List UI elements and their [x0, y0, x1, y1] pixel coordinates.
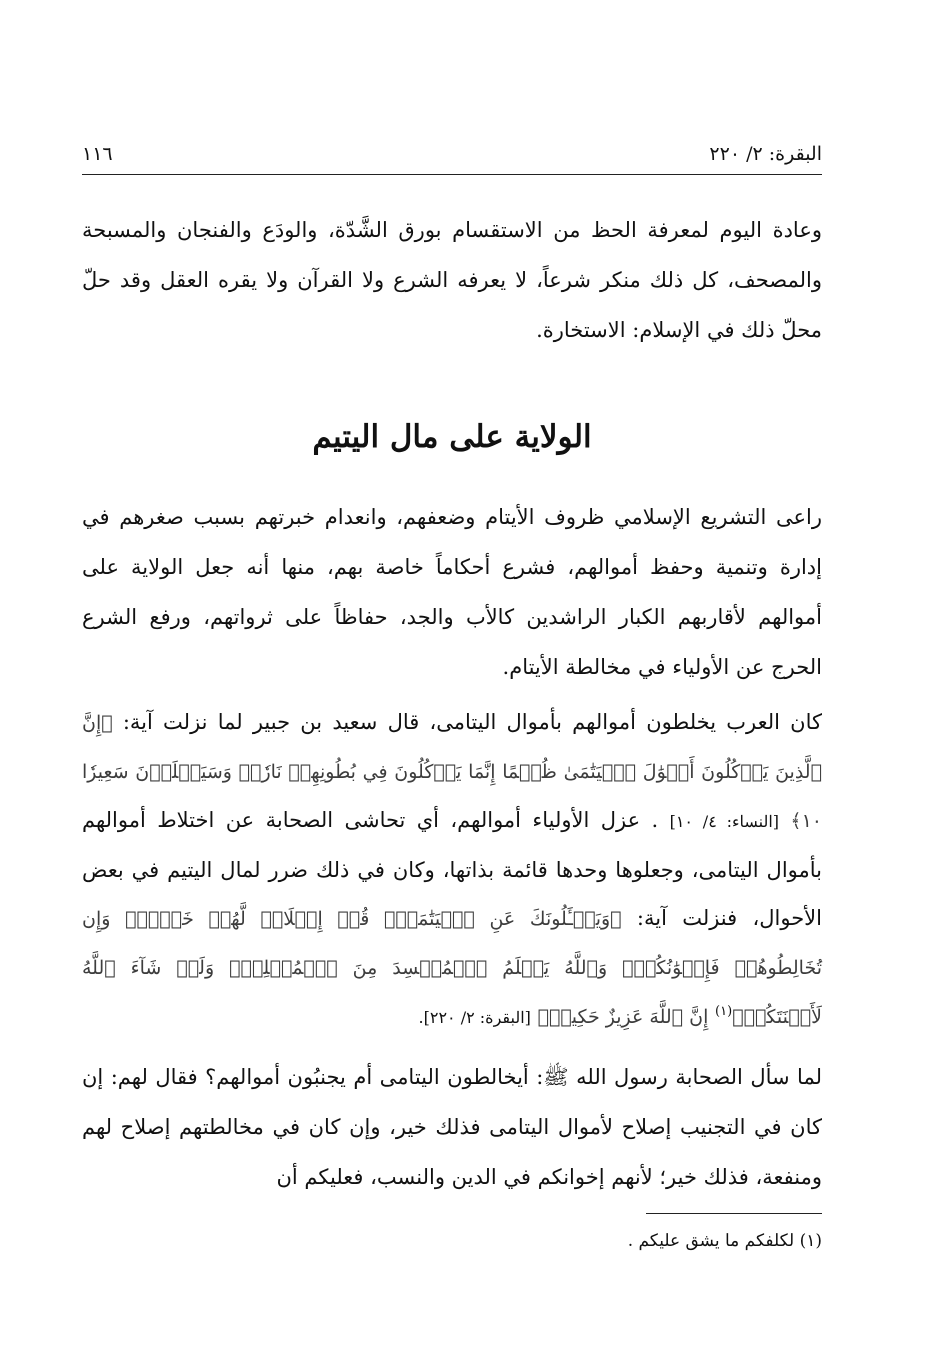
- header-divider: [82, 174, 822, 175]
- quran-verse-nisa: ﴿إِنَّ ٱلَّذِينَ يَأۡكُلُونَ أَمۡوَٰلَ ٱلۡيَتَٰمَىٰ ظُلۡمًا إِنَّمَا يَأۡكُلُونَ فِي بُطُونِهِمۡ نَارٗاۖ وَسَيَصۡلَوۡنَ سَعِيرٗا ١٠﴾: [82, 712, 822, 832]
- surah-reference: البقرة: ٢/ ٢٢٠: [709, 143, 822, 165]
- paragraph-lead: كان العرب يخلطون أموالهم بأموال اليتامى، قال سعيد بن جبير لما نزلت آية:: [122, 710, 822, 734]
- intro-paragraph: وعادة اليوم لمعرفة الحظ من الاستقسام بورق الشَّدّة، والودَع والفنجان والمسبحة والمصحف، كل ذلك منكر شرعاً، لا يعرفه الشرع ولا القرآن ولا يقره العقل وقد حلّ محلّ ذلك في الإسلام: الاستخارة.: [82, 218, 822, 342]
- quran-verse-baqarah-end: إِنَّ ٱللَّهَ عَزِيزٌ حَكِيمٞ﴾: [537, 1006, 709, 1028]
- footnote: (١) لكلفكم ما يشق عليكم .: [627, 1231, 822, 1251]
- quran-verse-baqarah: ﴿وَيَسۡـَٔلُونَكَ عَنِ ٱلۡيَتَٰمَىٰۖ قُلۡ إِصۡلَاحٞ لَّهُمۡ خَيۡرٞۖ وَإِن تُخَالِطُوهُمۡ فَإِخۡوَٰنُكُمۡۚ وَٱللَّهُ يَعۡلَمُ ٱلۡمُفۡسِدَ مِنَ ٱلۡمُصۡلِحِۚ وَلَوۡ شَآءَ ٱللَّهُ لَأَعۡنَتَكُمۡۚ: [82, 908, 822, 1028]
- verse-reference-baqarah: [البقرة: ٢/ ٢٢٠].: [418, 1008, 531, 1027]
- paragraph-hadith: لما سأل الصحابة رسول الله ﷺ: أيخالطون اليتامى أم يجنبُون أموالهم؟ فقال لهم: إن كان في التجنيب إصلاح لأموال اليتامى فذلك خير، وإن كان في مخالطتهم إصلاح لهم ومنفعة، فذلك خير؛ لأنهم إخوانكم في الدين والنسب، فعليكم أن: [82, 1065, 822, 1189]
- paragraph-mixing: [82, 698, 822, 1042]
- paragraph-guardianship: راعى التشريع الإسلامي ظروف الأيتام وضعفهم، وانعدام خبرتهم بسبب صغرهم في إدارة وتنمية وحفظ أموالهم، فشرع أحكاماً خاصة بهم، منها أنه جعل الولاية على أموالهم لأقاربهم الكبار الراشدين كالأب والجد، حفاظاً على ثرواتهم، ورفع الشرع الحرج عن الأولياء في مخالطة الأيتام.: [82, 505, 822, 679]
- book-page: [82, 0, 822, 1371]
- footnote-divider: [646, 1213, 822, 1214]
- paragraph-middle: . عزل الأولياء أموالهم، أي تحاشى الصحابة عن اختلاط أموالهم بأموال اليتامى، وجعلوها وحدها قائمة بذاتها، وكان في ذلك ضرر لمال اليتيم في بعض الأحوال، فنزلت آية:: [82, 808, 822, 930]
- running-header: [82, 138, 822, 170]
- footnote-marker: (١): [715, 1004, 733, 1019]
- section-title: الولاية على مال اليتيم: [312, 419, 592, 455]
- verse-reference-nisa: [النساء: ٤/ ١٠]: [669, 812, 780, 831]
- page-number: ١١٦: [82, 143, 113, 165]
